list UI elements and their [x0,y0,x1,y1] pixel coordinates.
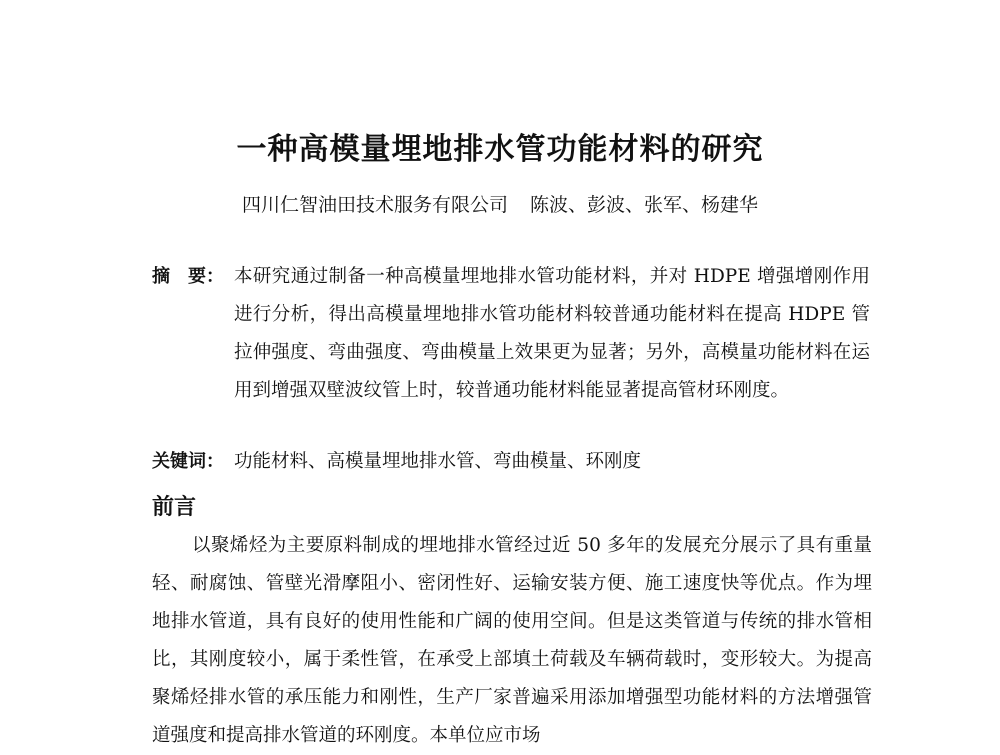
keywords-text: 功能材料、高模量埋地排水管、弯曲模量、环刚度 [234,451,642,472]
affiliation: 四川仁智油田技术服务有限公司 [241,194,508,216]
abstract-block [152,258,872,410]
author-names: 陈波、彭波、张军、杨建华 [530,194,759,216]
intro-paragraph: 以聚烯烃为主要原料制成的埋地排水管经过近 50 多年的发展充分展示了具有重量轻、耐腐蚀、管壁光滑摩阻小、密闭性好、运输安装方便、施工速度快等优点。作为埋地排水管道，具有良好的使用性能和广阔的使用空间。但是这类管道与传统的排水管相比，其刚度较小，属于柔性管，在承受上部填土荷载及车辆荷载时，变形较大。为提高聚烯烃排水管的承压能力和刚性，生产厂家普遍采用添加增强型功能材料的方法增强管道强度和提高排水管道的环刚度。本单位应市场 [152,535,872,746]
abstract-label: 摘 要： [152,266,224,287]
author-line [0,190,1000,220]
paper-title: 一种高模量埋地排水管功能材料的研究 [236,132,764,167]
keywords-block [152,443,641,481]
abstract-text: 本研究通过制备一种高模量埋地排水管功能材料，并对 HDPE 增强增刚作用进行分析，得出高模量埋地排水管功能材料较普通功能材料在提高 HDPE 管拉伸强度、弯曲强度、弯曲模量上效果更为显著；另外，高模量功能材料在运用到增强双壁波纹管上时，较普通功能材料能显著提高管材环刚度。 [234,266,870,401]
section-heading-intro: 前言 [152,495,197,520]
keywords-label: 关键词： [152,451,224,472]
